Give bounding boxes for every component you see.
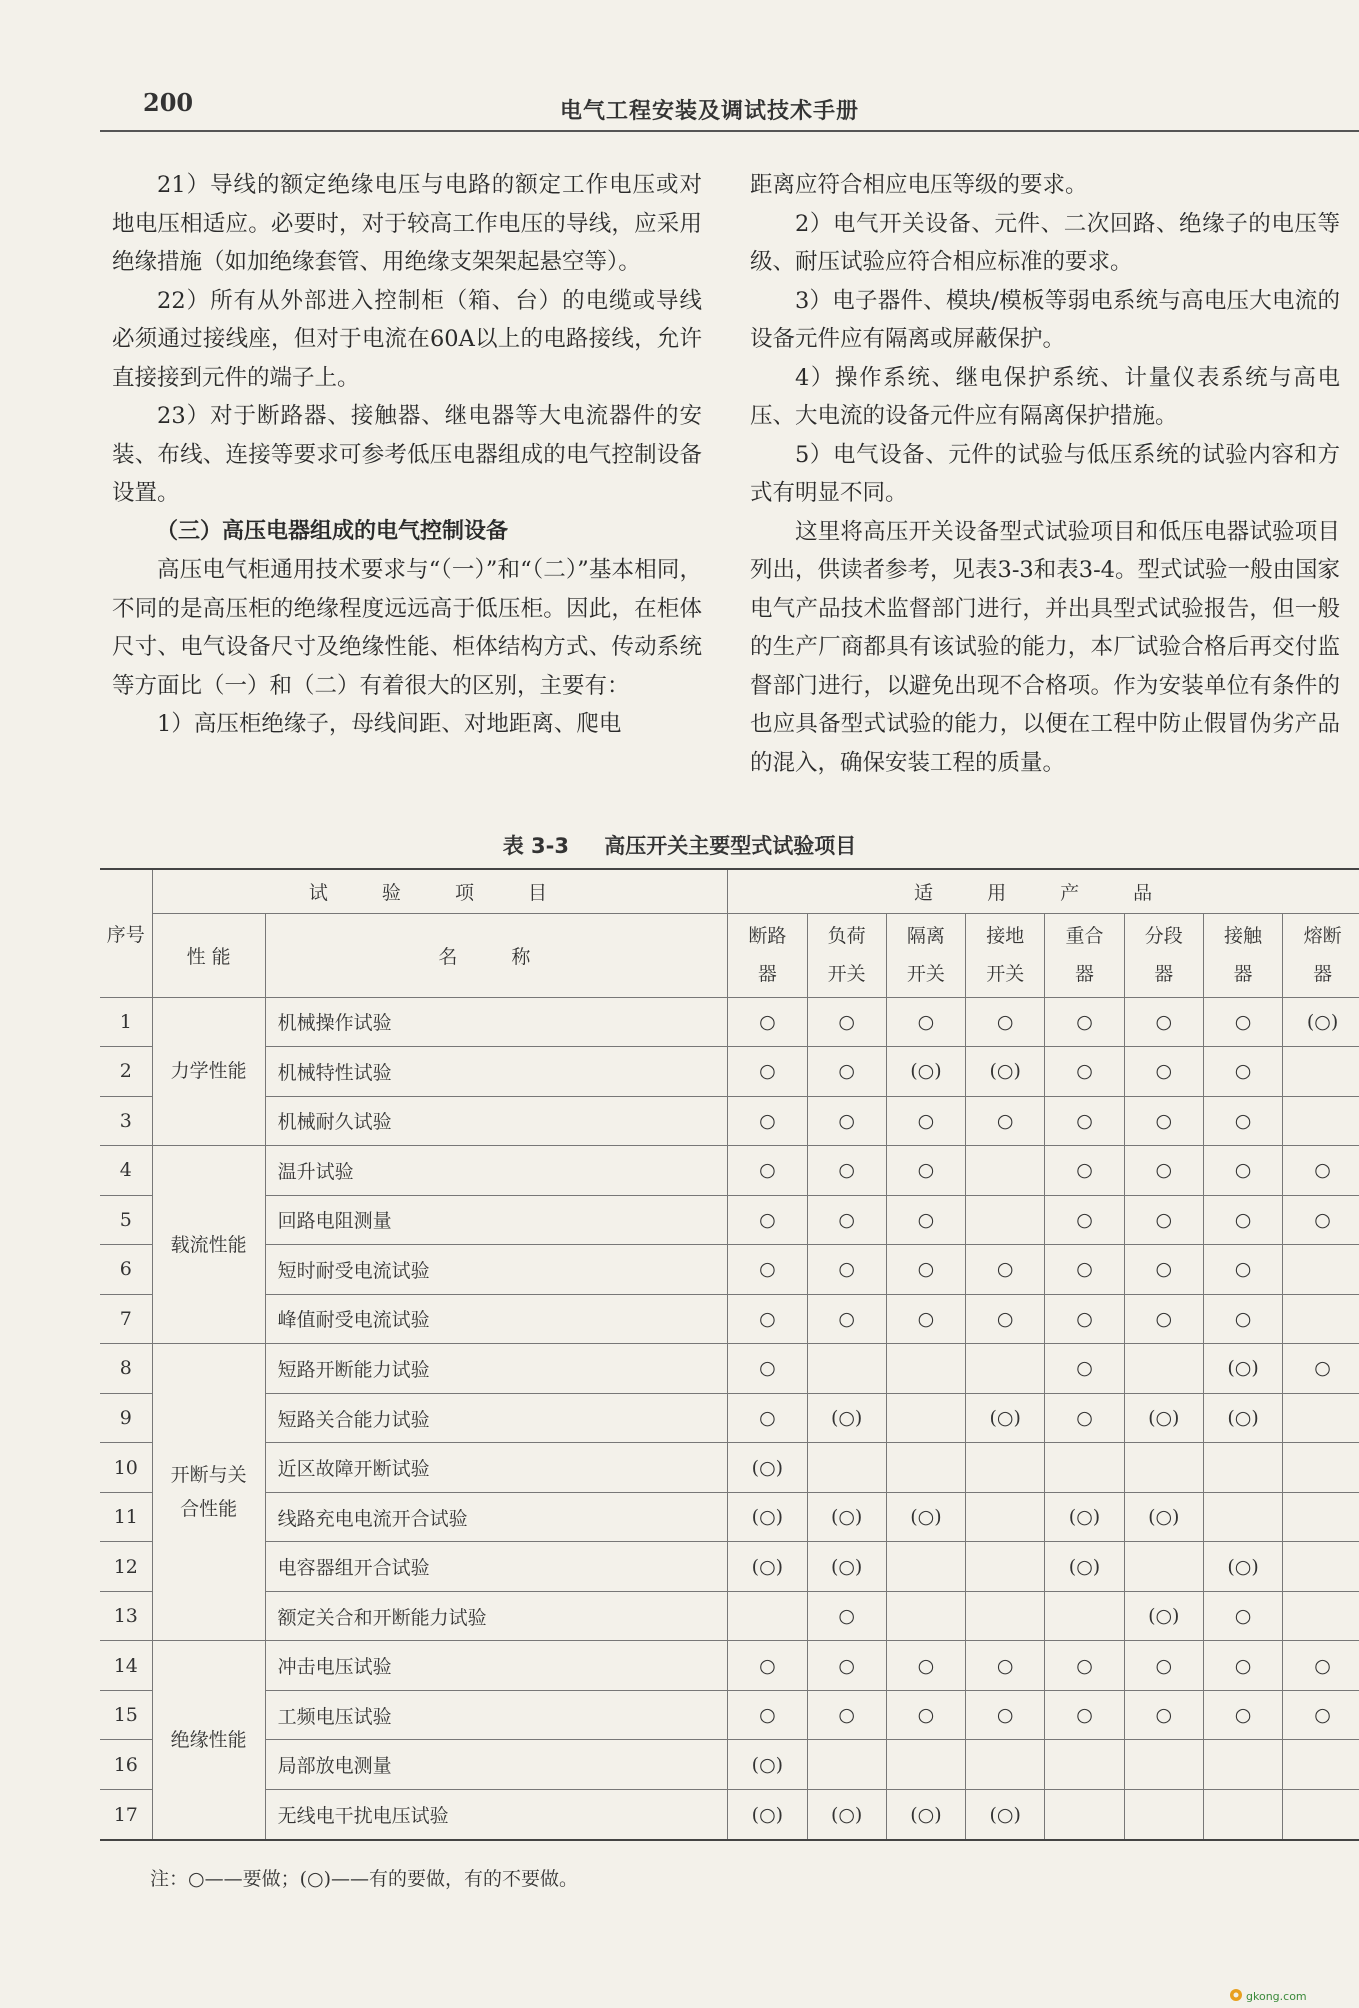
applicability-mark: [1045, 1443, 1124, 1493]
applicability-mark: [966, 1146, 1045, 1196]
table-row: [100, 1195, 1359, 1245]
performance-header: 性 能: [152, 913, 265, 997]
applicability-mark: [1283, 1542, 1359, 1592]
test-name: 电容器组开合试验: [265, 1542, 728, 1592]
applicability-mark: ○: [807, 1294, 886, 1344]
table-caption-number: 表 3-3: [502, 834, 569, 858]
applicability-mark: ○: [886, 1294, 965, 1344]
applicability-mark: ○: [966, 1096, 1045, 1146]
applicability-mark: (○): [807, 1492, 886, 1542]
paragraph: 高压电气柜通用技术要求与“（一）”和“（二）”基本相同，不同的是高压柜的绝缘程度远远高于低压柜。因此，在柜体尺寸、电气设备尺寸及绝缘性能、柜体结构方式、传动系统等方面比（一）和（二）有着很大的区别，主要有：: [112, 557, 702, 699]
applicability-mark: ○: [728, 1344, 807, 1394]
test-name: 机械操作试验: [265, 997, 728, 1047]
applicability-mark: ○: [1203, 1591, 1282, 1641]
product-header: 分段器: [1124, 913, 1203, 997]
applicability-mark: (○): [1203, 1542, 1282, 1592]
applicability-mark: [966, 1195, 1045, 1245]
applicability-mark: [1124, 1740, 1203, 1790]
running-title: 电气工程安装及调试技术手册: [560, 99, 860, 124]
applicability-mark: ○: [807, 1146, 886, 1196]
applicability-mark: ○: [1283, 1146, 1359, 1196]
applicability-mark: ○: [728, 1690, 807, 1740]
applicability-mark: (○): [728, 1790, 807, 1841]
row-number: 1: [100, 997, 152, 1047]
row-number: 8: [100, 1344, 152, 1394]
applicability-mark: ○: [886, 1195, 965, 1245]
applicability-mark: [1124, 1790, 1203, 1841]
applicability-mark: (○): [1045, 1542, 1124, 1592]
test-name: 峰值耐受电流试验: [265, 1294, 728, 1344]
product-header: 负荷开关: [807, 913, 886, 997]
applicability-mark: [1124, 1542, 1203, 1592]
logo-text: gkong.com: [1246, 1990, 1307, 2003]
applicability-mark: (○): [1203, 1393, 1282, 1443]
product-header: 隔离开关: [886, 913, 965, 997]
applicability-mark: ○: [728, 1393, 807, 1443]
applicability-mark: (○): [807, 1393, 886, 1443]
right-column: [750, 166, 1340, 782]
applicability-mark: ○: [728, 997, 807, 1047]
applicability-mark: (○): [1045, 1492, 1124, 1542]
applicability-mark: ○: [1283, 1344, 1359, 1394]
row-number: 9: [100, 1393, 152, 1443]
applicability-mark: ○: [1045, 1047, 1124, 1097]
test-name: 线路充电电流开合试验: [265, 1492, 728, 1542]
table-row: [100, 1690, 1359, 1740]
applicability-mark: ○: [1124, 1096, 1203, 1146]
applicability-mark: ○: [1283, 1195, 1359, 1245]
section-heading: （三）高压电器组成的电气控制设备: [156, 518, 509, 544]
applicability-mark: ○: [886, 1690, 965, 1740]
paragraph: 这里将高压开关设备型式试验项目和低压电器试验项目列出，供读者参考，见表3-3和表3-4。型式试验一般由国家电气产品技术监督部门进行，并出具型式试验报告，但一般的生产厂商都具有该试验的能力，本厂试验合格后再交付监督部门进行，以避免出现不合格项。作为安装单位有条件的也应具备型式试验的能力，以便在工程中防止假冒伪劣产品的混入，确保安装工程的质量。: [750, 518, 1340, 776]
row-number: 15: [100, 1690, 152, 1740]
applicability-mark: ○: [807, 1195, 886, 1245]
applicability-mark: ○: [1124, 1245, 1203, 1295]
paragraph: 5）电气设备、元件的试验与低压系统的试验内容和方式有明显不同。: [750, 441, 1340, 506]
applicability-mark: [1203, 1443, 1282, 1493]
performance-group: 载流性能: [152, 1146, 265, 1344]
applicability-mark: ○: [1045, 1690, 1124, 1740]
applicability-mark: [886, 1591, 965, 1641]
applicability-mark: ○: [1045, 1146, 1124, 1196]
applicability-mark: ○: [728, 1047, 807, 1097]
applicability-mark: [807, 1344, 886, 1394]
row-number: 3: [100, 1096, 152, 1146]
table-row: [100, 1492, 1359, 1542]
applicability-mark: [966, 1591, 1045, 1641]
table-row: [100, 997, 1359, 1047]
seq-header: 序号: [100, 869, 152, 997]
applicability-mark: ○: [1203, 1294, 1282, 1344]
table-row: [100, 1740, 1359, 1790]
applicability-mark: ○: [1203, 1245, 1282, 1295]
table-row: [100, 1591, 1359, 1641]
applicability-mark: ○: [1283, 1641, 1359, 1691]
products-header: 适 用 产 品: [728, 869, 1359, 913]
applicability-mark: [807, 1740, 886, 1790]
applicability-mark: [1124, 1344, 1203, 1394]
applicability-mark: ○: [1045, 1344, 1124, 1394]
applicability-mark: [1124, 1443, 1203, 1493]
applicability-mark: ○: [1203, 1641, 1282, 1691]
row-number: 13: [100, 1591, 152, 1641]
applicability-mark: [886, 1344, 965, 1394]
applicability-mark: ○: [886, 1245, 965, 1295]
test-name: 冲击电压试验: [265, 1641, 728, 1691]
applicability-mark: (○): [1124, 1492, 1203, 1542]
applicability-mark: ○: [1124, 1047, 1203, 1097]
applicability-mark: [886, 1393, 965, 1443]
applicability-mark: (○): [886, 1492, 965, 1542]
applicability-mark: ○: [807, 997, 886, 1047]
row-number: 14: [100, 1641, 152, 1691]
test-name: 回路电阻测量: [265, 1195, 728, 1245]
applicability-mark: ○: [1045, 1096, 1124, 1146]
row-number: 7: [100, 1294, 152, 1344]
table-row: [100, 1344, 1359, 1394]
test-name: 短路关合能力试验: [265, 1393, 728, 1443]
applicability-mark: ○: [966, 1245, 1045, 1295]
applicability-mark: ○: [807, 1096, 886, 1146]
applicability-mark: [1203, 1492, 1282, 1542]
applicability-mark: [1283, 1492, 1359, 1542]
applicability-mark: ○: [966, 1690, 1045, 1740]
row-number: 10: [100, 1443, 152, 1493]
applicability-mark: ○: [1045, 1641, 1124, 1691]
table-row: [100, 1443, 1359, 1493]
applicability-mark: ○: [966, 1641, 1045, 1691]
paragraph: 距离应符合相应电压等级的要求。: [750, 172, 1088, 198]
applicability-mark: ○: [1045, 997, 1124, 1047]
table-row: [100, 1542, 1359, 1592]
applicability-mark: (○): [728, 1740, 807, 1790]
applicability-mark: [1283, 1393, 1359, 1443]
paragraph: 1）高压柜绝缘子，母线间距、对地距离、爬电: [157, 711, 622, 737]
applicability-mark: [1045, 1790, 1124, 1841]
product-header: 重合器: [1045, 913, 1124, 997]
applicability-mark: (○): [966, 1393, 1045, 1443]
applicability-mark: [1283, 1096, 1359, 1146]
applicability-mark: (○): [728, 1542, 807, 1592]
applicability-mark: (○): [1124, 1591, 1203, 1641]
applicability-mark: (○): [1124, 1393, 1203, 1443]
test-name: 局部放电测量: [265, 1740, 728, 1790]
test-name: 机械耐久试验: [265, 1096, 728, 1146]
applicability-mark: [1283, 1591, 1359, 1641]
test-name: 工频电压试验: [265, 1690, 728, 1740]
product-header: 接地开关: [966, 913, 1045, 997]
applicability-mark: ○: [728, 1294, 807, 1344]
row-number: 5: [100, 1195, 152, 1245]
table-row: [100, 1641, 1359, 1691]
applicability-mark: ○: [1124, 1690, 1203, 1740]
applicability-mark: ○: [807, 1591, 886, 1641]
performance-group: 力学性能: [152, 997, 265, 1146]
applicability-mark: ○: [1203, 1146, 1282, 1196]
applicability-mark: ○: [807, 1690, 886, 1740]
items-header: 试 验 项 目: [152, 869, 728, 913]
applicability-mark: [886, 1443, 965, 1493]
applicability-mark: ○: [1203, 1690, 1282, 1740]
applicability-mark: ○: [728, 1146, 807, 1196]
table-row: [100, 1245, 1359, 1295]
applicability-mark: [886, 1542, 965, 1592]
applicability-mark: ○: [1124, 1195, 1203, 1245]
site-logo: [1228, 1986, 1338, 2004]
applicability-mark: [1203, 1790, 1282, 1841]
product-header: 熔断器: [1283, 913, 1359, 997]
applicability-mark: ○: [1045, 1393, 1124, 1443]
product-header: 断路器: [728, 913, 807, 997]
applicability-mark: [1283, 1294, 1359, 1344]
applicability-mark: [1283, 1790, 1359, 1841]
test-name: 近区故障开断试验: [265, 1443, 728, 1493]
applicability-mark: ○: [1124, 1146, 1203, 1196]
table-row: [100, 1146, 1359, 1196]
applicability-mark: ○: [1203, 997, 1282, 1047]
applicability-mark: (○): [728, 1492, 807, 1542]
applicability-mark: [966, 1344, 1045, 1394]
applicability-mark: [1283, 1047, 1359, 1097]
table-row: [100, 1294, 1359, 1344]
row-number: 12: [100, 1542, 152, 1592]
table-caption-title: 高压开关主要型式试验项目: [604, 834, 857, 858]
paragraph: 22）所有从外部进入控制柜（箱、台）的电缆或导线必须通过接线座，但对于电流在60A以上的电路接线，允许直接接到元件的端子上。: [112, 287, 702, 391]
paragraph: 23）对于断路器、接触器、继电器等大电流器件的安装、布线、连接等要求可参考低压电器组成的电气控制设备设置。: [112, 403, 702, 506]
test-name: 机械特性试验: [265, 1047, 728, 1097]
test-name: 短时耐受电流试验: [265, 1245, 728, 1295]
applicability-mark: [966, 1443, 1045, 1493]
applicability-mark: ○: [1045, 1195, 1124, 1245]
row-number: 16: [100, 1740, 152, 1790]
applicability-mark: (○): [728, 1443, 807, 1493]
applicability-mark: ○: [1124, 997, 1203, 1047]
table-row: [100, 1393, 1359, 1443]
row-number: 11: [100, 1492, 152, 1542]
test-name: 温升试验: [265, 1146, 728, 1196]
table-row: [100, 1790, 1359, 1841]
applicability-mark: ○: [886, 1146, 965, 1196]
applicability-mark: ○: [728, 1195, 807, 1245]
test-name: 额定关合和开断能力试验: [265, 1591, 728, 1641]
applicability-mark: ○: [1203, 1096, 1282, 1146]
applicability-mark: ○: [966, 997, 1045, 1047]
applicability-mark: (○): [1283, 997, 1359, 1047]
applicability-mark: [1203, 1740, 1282, 1790]
applicability-mark: [966, 1542, 1045, 1592]
applicability-mark: ○: [728, 1096, 807, 1146]
applicability-mark: [966, 1740, 1045, 1790]
applicability-mark: ○: [1124, 1294, 1203, 1344]
applicability-mark: ○: [886, 1096, 965, 1146]
applicability-mark: ○: [807, 1047, 886, 1097]
left-column: [112, 166, 702, 744]
applicability-mark: (○): [807, 1790, 886, 1841]
applicability-mark: [1283, 1740, 1359, 1790]
page-number: 200: [143, 88, 194, 117]
table-row: [100, 1047, 1359, 1097]
paragraph: 21）导线的额定绝缘电压与电路的额定工作电压或对地电压相适应。必要时，对于较高工作电压的导线，应采用绝缘措施（如加绝缘套管、用绝缘支架架起悬空等）。: [112, 172, 702, 275]
applicability-mark: ○: [1045, 1294, 1124, 1344]
applicability-mark: ○: [886, 997, 965, 1047]
table-note: 注：○——要做；(○)——有的要做，有的不要做。: [150, 1868, 578, 1890]
applicability-mark: ○: [1203, 1195, 1282, 1245]
applicability-mark: (○): [966, 1790, 1045, 1841]
applicability-mark: [1045, 1740, 1124, 1790]
row-number: 4: [100, 1146, 152, 1196]
applicability-mark: (○): [886, 1790, 965, 1841]
test-name: 短路开断能力试验: [265, 1344, 728, 1394]
test-items-table: [100, 868, 1359, 1841]
performance-group: 开断与关合性能: [152, 1344, 265, 1641]
applicability-mark: ○: [807, 1641, 886, 1691]
applicability-mark: ○: [728, 1641, 807, 1691]
applicability-mark: [886, 1740, 965, 1790]
applicability-mark: (○): [807, 1542, 886, 1592]
row-number: 6: [100, 1245, 152, 1295]
applicability-mark: ○: [807, 1245, 886, 1295]
name-header: 名 称: [265, 913, 728, 997]
applicability-mark: [807, 1443, 886, 1493]
applicability-mark: ○: [728, 1245, 807, 1295]
applicability-mark: (○): [886, 1047, 965, 1097]
paragraph: 2）电气开关设备、元件、二次回路、绝缘子的电压等级、耐压试验应符合相应标准的要求。: [750, 210, 1340, 275]
header-rule: [100, 130, 1359, 132]
test-name: 无线电干扰电压试验: [265, 1790, 728, 1841]
applicability-mark: ○: [1203, 1047, 1282, 1097]
performance-group: 绝缘性能: [152, 1641, 265, 1840]
applicability-mark: ○: [886, 1641, 965, 1691]
table-caption: [0, 830, 1359, 860]
applicability-mark: ○: [1124, 1641, 1203, 1691]
applicability-mark: [1283, 1443, 1359, 1493]
applicability-mark: (○): [1203, 1344, 1282, 1394]
applicability-mark: (○): [966, 1047, 1045, 1097]
applicability-mark: ○: [1283, 1690, 1359, 1740]
table-row: [100, 1096, 1359, 1146]
applicability-mark: [728, 1591, 807, 1641]
paragraph: 4）操作系统、继电保护系统、计量仪表系统与高电压、大电流的设备元件应有隔离保护措施。: [750, 364, 1340, 429]
applicability-mark: [1283, 1245, 1359, 1295]
applicability-mark: [1045, 1591, 1124, 1641]
applicability-mark: ○: [966, 1294, 1045, 1344]
applicability-mark: ○: [1045, 1245, 1124, 1295]
row-number: 17: [100, 1790, 152, 1841]
product-header: 接触器: [1203, 913, 1282, 997]
applicability-mark: [966, 1492, 1045, 1542]
row-number: 2: [100, 1047, 152, 1097]
paragraph: 3）电子器件、模块/模板等弱电系统与高电压大电流的设备元件应有隔离或屏蔽保护。: [750, 287, 1340, 352]
